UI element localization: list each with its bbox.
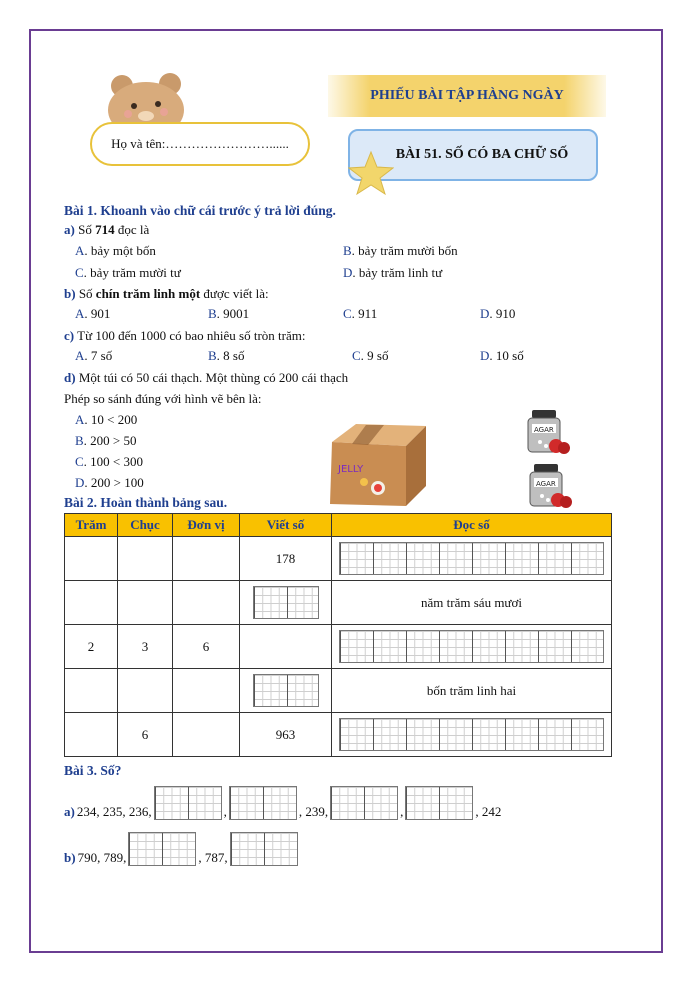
- chuc-cell[interactable]: [118, 581, 173, 625]
- svg-text:AGAR: AGAR: [534, 426, 554, 434]
- tram-cell: 2: [65, 625, 118, 669]
- worksheet-banner: PHIẾU BÀI TẬP HÀNG NGÀY: [328, 75, 606, 117]
- number-blank[interactable]: [128, 832, 196, 866]
- donvi-cell[interactable]: [173, 713, 240, 757]
- table-row: [65, 669, 612, 713]
- number-blank[interactable]: [405, 786, 473, 820]
- column-header: Viết số: [240, 514, 332, 537]
- doc-cell[interactable]: [332, 625, 612, 669]
- number-blank[interactable]: [230, 832, 298, 866]
- table-row: [65, 713, 612, 757]
- chuc-cell[interactable]: [118, 537, 173, 581]
- option-d-D[interactable]: D. 200 > 100: [75, 475, 144, 490]
- question-b: b) Số chín trăm linh một được viết là:: [64, 286, 269, 301]
- writing-grid[interactable]: [339, 630, 604, 663]
- viet-cell[interactable]: [240, 625, 332, 669]
- option-d-B[interactable]: B. 200 > 50: [75, 433, 137, 448]
- sequence-b: b) 790, 789, , 787,: [64, 830, 298, 866]
- donvi-cell: 6: [173, 625, 240, 669]
- writing-grid[interactable]: [339, 542, 604, 575]
- option-b-D[interactable]: D. 910: [480, 306, 516, 321]
- question-d-line2: Phép so sánh đúng với hình vẽ bên là:: [64, 391, 262, 406]
- writing-grid[interactable]: [339, 718, 604, 751]
- table-row: [65, 537, 612, 581]
- table-row: [65, 625, 612, 669]
- number-blank[interactable]: [154, 786, 222, 820]
- viet-cell: 963: [240, 713, 332, 757]
- column-header: Đọc số: [332, 514, 612, 537]
- table-row: [65, 581, 612, 625]
- option-c-D[interactable]: D. 10 số: [480, 348, 524, 363]
- column-header: Đơn vị: [173, 514, 240, 537]
- donvi-cell[interactable]: [173, 669, 240, 713]
- chuc-cell: 6: [118, 713, 173, 757]
- column-header: Trăm: [65, 514, 118, 537]
- svg-text:JELLY: JELLY: [338, 464, 364, 475]
- option-b-C[interactable]: C. 911: [343, 306, 378, 321]
- place-value-table: [64, 513, 612, 757]
- question-a: a) Số 714 đọc là: [64, 222, 150, 237]
- option-c-A[interactable]: A. 7 số: [75, 348, 113, 363]
- option-d-A[interactable]: A. 10 < 200: [75, 412, 138, 427]
- tram-cell[interactable]: [65, 669, 118, 713]
- number-blank[interactable]: [229, 786, 297, 820]
- agar-bag-icon: [526, 462, 574, 510]
- lesson-title: BÀI 51. SỐ CÓ BA CHỮ SỐ: [348, 129, 598, 181]
- question-c: c) Từ 100 đến 1000 có bao nhiêu số tròn trăm:: [64, 328, 306, 343]
- donvi-cell[interactable]: [173, 537, 240, 581]
- jelly-box-image: [326, 420, 430, 508]
- doc-cell[interactable]: [332, 713, 612, 757]
- exercise-2-title: Bài 2. Hoàn thành bảng sau.: [64, 495, 228, 510]
- writing-grid[interactable]: [253, 674, 319, 707]
- table-header-row: [65, 514, 612, 537]
- option-c-C[interactable]: C. 9 số: [352, 348, 389, 363]
- chuc-cell: 3: [118, 625, 173, 669]
- number-blank[interactable]: [330, 786, 398, 820]
- svg-text:AGAR: AGAR: [536, 480, 556, 488]
- viet-cell[interactable]: [240, 581, 332, 625]
- option-b-B[interactable]: B. 9001: [208, 306, 250, 321]
- sequence-a: a) 234, 235, 236, , , 239, , , 242: [64, 784, 501, 820]
- star-icon: [348, 150, 394, 196]
- question-d: d) Một túi có 50 cái thạch. Một thùng có 200 cái thạch: [64, 370, 349, 385]
- exercise-1-title: Bài 1. Khoanh vào chữ cái trước ý trả lời đúng.: [64, 203, 336, 218]
- option-a-D[interactable]: D. bảy trăm linh tư: [343, 265, 443, 280]
- viet-cell[interactable]: [240, 669, 332, 713]
- exercise-3-title: Bài 3. Số?: [64, 763, 122, 778]
- option-a-B[interactable]: B. bảy trăm mười bốn: [343, 243, 458, 258]
- option-c-B[interactable]: B. 8 số: [208, 348, 245, 363]
- writing-grid[interactable]: [253, 586, 319, 619]
- column-header: Chục: [118, 514, 173, 537]
- tram-cell[interactable]: [65, 713, 118, 757]
- option-a-C[interactable]: C. bảy trăm mười tư: [75, 265, 181, 280]
- student-name-field[interactable]: Họ và tên:……………………......: [90, 122, 310, 166]
- tram-cell[interactable]: [65, 537, 118, 581]
- doc-cell: bốn trăm linh hai: [332, 669, 612, 713]
- option-b-A[interactable]: A. 901: [75, 306, 111, 321]
- chuc-cell[interactable]: [118, 669, 173, 713]
- doc-cell: năm trăm sáu mươi: [332, 581, 612, 625]
- doc-cell[interactable]: [332, 537, 612, 581]
- tram-cell[interactable]: [65, 581, 118, 625]
- agar-bag-icon: [524, 408, 572, 456]
- option-a-A[interactable]: A. bảy một bốn: [75, 243, 156, 258]
- donvi-cell[interactable]: [173, 581, 240, 625]
- option-d-C[interactable]: C. 100 < 300: [75, 454, 144, 469]
- viet-cell: 178: [240, 537, 332, 581]
